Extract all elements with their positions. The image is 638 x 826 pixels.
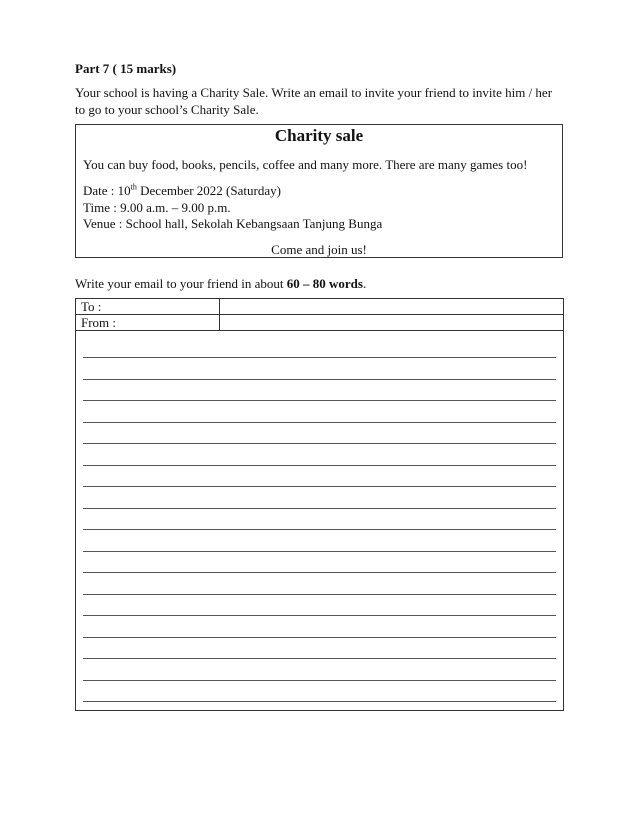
writing-line [83, 701, 556, 702]
task-suffix: . [362, 276, 367, 291]
from-label: From : [81, 315, 117, 330]
writing-line [83, 508, 556, 509]
writing-line [83, 400, 556, 401]
event-venue: Venue : School hall, Sekolah Kebangsaan Tanjung Bunga [83, 216, 383, 231]
to-label: To : [81, 299, 102, 314]
task-prefix: Write your email to your friend in about [75, 276, 287, 291]
date-suffix: th [130, 182, 137, 192]
writing-line [83, 486, 556, 487]
writing-line [83, 572, 556, 573]
task-text [75, 276, 366, 292]
event-time: Time : 9.00 a.m. – 9.00 p.m. [83, 200, 231, 215]
writing-line [83, 680, 556, 681]
word-range: 60 – 80 words [286, 276, 363, 291]
column-divider [219, 299, 220, 314]
box-closing: Come and join us! [271, 242, 367, 257]
writing-line [83, 615, 556, 616]
writing-line [83, 443, 556, 444]
event-date [83, 183, 281, 199]
writing-line [83, 637, 556, 638]
writing-line [83, 551, 556, 552]
writing-line [83, 658, 556, 659]
writing-line [83, 422, 556, 423]
email-writing-area [75, 298, 564, 711]
date-label: Date : 10 [83, 183, 131, 198]
box-title: Charity sale [274, 126, 364, 145]
to-row [76, 299, 563, 315]
part-title: Part 7 ( 15 marks) [75, 61, 177, 76]
column-divider [219, 315, 220, 330]
charity-sale-box [75, 124, 563, 258]
writing-line [83, 594, 556, 595]
writing-line [83, 379, 556, 380]
writing-line [83, 357, 556, 358]
writing-line [83, 465, 556, 466]
box-description: You can buy food, books, pencils, coffee and many more. There are many games too! [83, 157, 528, 172]
instruction-text: Your school is having a Charity Sale. Write an email to invite your friend to invite him / her to go to your school’s Charity Sale. [75, 85, 553, 117]
date-rest: December 2022 (Saturday) [136, 183, 281, 198]
writing-line [83, 529, 556, 530]
from-row [76, 315, 563, 331]
